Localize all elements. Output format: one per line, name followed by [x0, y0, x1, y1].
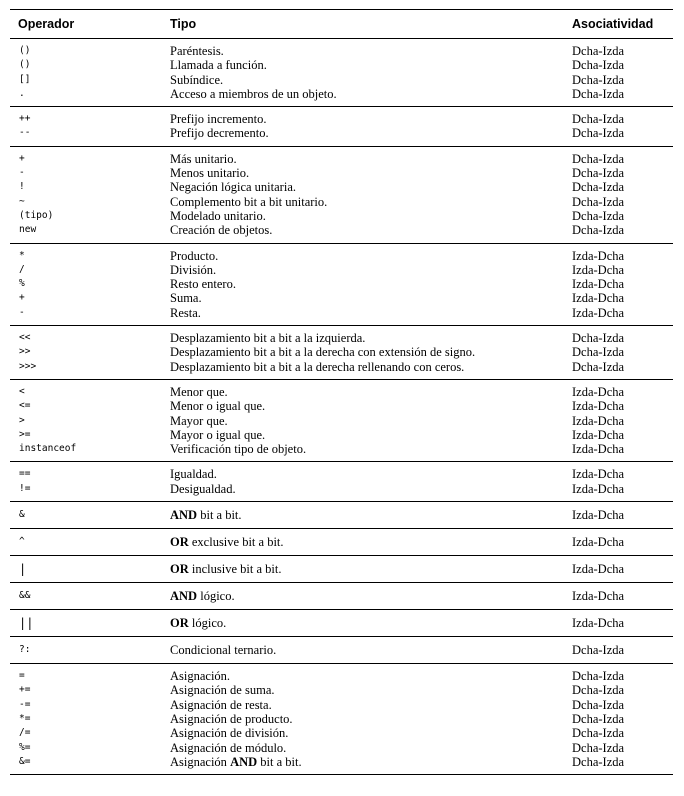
operator-symbol: ?:	[19, 644, 31, 656]
table-row	[10, 414, 673, 428]
table-row	[10, 44, 673, 58]
table-row	[10, 442, 673, 456]
table-row	[10, 291, 673, 305]
operator-symbol: ~	[19, 195, 25, 207]
operator-type-keyword: AND	[230, 754, 258, 769]
operator-type-keyword: OR	[170, 562, 189, 577]
operator-symbol: >=	[19, 428, 31, 440]
table-row	[10, 683, 673, 697]
table-row	[10, 741, 673, 755]
operator-associativity: Dcha-Izda	[572, 331, 625, 346]
operator-type-keyword: AND	[170, 589, 198, 604]
operator-symbol: &	[19, 509, 25, 521]
operator-type	[170, 669, 230, 683]
table-row	[10, 589, 673, 603]
header-tipo: Tipo	[170, 17, 197, 31]
operator-symbol: ||	[19, 616, 34, 631]
operator-type	[170, 126, 269, 140]
operator-symbol: <<	[19, 332, 31, 344]
operator-associativity: Dcha-Izda	[572, 223, 625, 238]
operator-symbol: =	[19, 670, 25, 682]
operator-symbol: -	[19, 306, 25, 318]
operator-group	[10, 39, 673, 106]
operator-type	[170, 223, 272, 237]
operator-type-text: Menor que.	[170, 384, 228, 399]
operator-associativity: Dcha-Izda	[572, 151, 625, 166]
operator-symbol: &&	[19, 590, 31, 602]
operator-type-text: Acceso a miembros de un objeto.	[170, 86, 337, 101]
operator-type-text: Verificación tipo de objeto.	[170, 442, 307, 457]
operator-associativity: Izda-Dcha	[572, 589, 625, 604]
operator-type	[170, 741, 286, 755]
operator-type	[170, 643, 276, 657]
operator-associativity: Izda-Dcha	[572, 384, 625, 399]
operator-type	[170, 508, 242, 522]
operator-type	[170, 712, 293, 726]
table-row	[10, 508, 673, 522]
operator-associativity: Izda-Dcha	[572, 616, 625, 631]
operator-type-keyword: OR	[170, 535, 189, 550]
operator-type-text: Modelado unitario.	[170, 208, 266, 223]
table-row	[10, 209, 673, 223]
operator-type	[170, 535, 284, 549]
operator-associativity: Dcha-Izda	[572, 112, 625, 127]
operator-group	[10, 326, 673, 379]
operator-symbol: %=	[19, 741, 31, 753]
operator-type-text: Creación de objetos.	[170, 223, 273, 238]
table-row	[10, 277, 673, 291]
operator-type-text: Prefijo incremento.	[170, 112, 267, 127]
operator-type	[170, 467, 217, 481]
operator-type-text: Menos unitario.	[170, 166, 250, 181]
operator-symbol: |	[19, 562, 27, 577]
operator-associativity: Dcha-Izda	[572, 711, 625, 726]
table-row	[10, 152, 673, 166]
operator-type-text: bit a bit.	[197, 508, 242, 523]
table-row	[10, 112, 673, 126]
operator-associativity: Dcha-Izda	[572, 126, 625, 141]
operator-type	[170, 291, 202, 305]
table-row	[10, 180, 673, 194]
operator-symbol: !=	[19, 482, 31, 494]
operator-type-text: bit a bit.	[257, 754, 302, 769]
operator-symbol: ==	[19, 468, 31, 480]
operator-type	[170, 166, 249, 180]
operator-type	[170, 58, 267, 72]
operator-type-text: exclusive bit a bit.	[188, 535, 284, 550]
operator-symbol: ^	[19, 536, 25, 548]
table-row	[10, 385, 673, 399]
operator-type	[170, 360, 464, 374]
operator-type-text: Suma.	[170, 291, 202, 306]
operator-type-text: Mayor o igual que.	[170, 427, 266, 442]
operator-associativity: Izda-Dcha	[572, 262, 625, 277]
operator-associativity: Dcha-Izda	[572, 194, 625, 209]
operator-type	[170, 683, 275, 697]
operator-type	[170, 345, 475, 359]
operator-type-text: Complemento bit a bit unitario.	[170, 194, 328, 209]
operator-type-text: Producto.	[170, 248, 219, 263]
operator-associativity: Dcha-Izda	[572, 86, 625, 101]
table-row	[10, 535, 673, 549]
operator-type-text: Asignación de módulo.	[170, 740, 287, 755]
table-row	[10, 126, 673, 140]
operator-type-keyword: OR	[170, 616, 189, 631]
operator-type	[170, 589, 235, 603]
operator-associativity: Dcha-Izda	[572, 208, 625, 223]
operator-group	[10, 244, 673, 325]
operator-type-text: inclusive bit a bit.	[188, 562, 282, 577]
operator-type-text: Desplazamiento bit a bit a la izquierda.	[170, 331, 366, 346]
operator-group	[10, 556, 673, 582]
operator-associativity: Izda-Dcha	[572, 508, 625, 523]
header-operador: Operador	[18, 17, 75, 31]
operator-type-text: lógico.	[188, 616, 227, 631]
table-row	[10, 331, 673, 345]
operator-symbol: -=	[19, 698, 31, 710]
table-row	[10, 712, 673, 726]
operator-type-text: Resta.	[170, 305, 201, 320]
operator-type-text: Desigualdad.	[170, 481, 236, 496]
operator-associativity: Dcha-Izda	[572, 754, 625, 769]
operator-associativity: Izda-Dcha	[572, 413, 625, 428]
operator-group	[10, 380, 673, 461]
operator-group	[10, 637, 673, 663]
operator-type	[170, 482, 236, 496]
operator-group	[10, 462, 673, 501]
group-divider	[10, 774, 673, 775]
operator-symbol: >>>	[19, 360, 37, 372]
operator-type-text: Asignación de suma.	[170, 683, 275, 698]
operator-type	[170, 209, 266, 223]
operator-associativity: Izda-Dcha	[572, 481, 625, 496]
table-row	[10, 643, 673, 657]
operator-associativity: Izda-Dcha	[572, 427, 625, 442]
operator-type-text: Igualdad.	[170, 467, 217, 482]
operator-associativity: Dcha-Izda	[572, 166, 625, 181]
operator-type	[170, 249, 218, 263]
operator-group	[10, 610, 673, 636]
operator-symbol: /	[19, 263, 25, 275]
operator-associativity: Izda-Dcha	[572, 442, 625, 457]
operator-type	[170, 306, 201, 320]
operator-associativity: Izda-Dcha	[572, 535, 625, 550]
operator-symbol: ++	[19, 113, 31, 125]
operator-symbol: (tipo)	[19, 209, 54, 221]
operator-associativity: Dcha-Izda	[572, 345, 625, 360]
table-row	[10, 306, 673, 320]
operator-associativity: Dcha-Izda	[572, 740, 625, 755]
operator-type-text: Desplazamiento bit a bit a la derecha con extensión de signo.	[170, 345, 476, 360]
table-row	[10, 726, 673, 740]
table-row	[10, 698, 673, 712]
operator-symbol: &=	[19, 755, 31, 767]
operator-type-text: División.	[170, 262, 217, 277]
operator-symbol: *	[19, 249, 25, 261]
operator-symbol: .	[19, 87, 25, 99]
table-body	[10, 39, 673, 775]
operator-type-text: Condicional ternario.	[170, 643, 277, 658]
operator-type-text: Resto entero.	[170, 277, 236, 292]
operator-symbol: +=	[19, 684, 31, 696]
operator-type-text: Asignación de división.	[170, 726, 289, 741]
operator-symbol: +	[19, 152, 25, 164]
operator-type-text: Desplazamiento bit a bit a la derecha rellenando con ceros.	[170, 359, 465, 374]
operator-symbol: ()	[19, 45, 31, 56]
operator-type	[170, 399, 265, 413]
operator-type	[170, 414, 228, 428]
operator-type	[170, 180, 296, 194]
operator-group	[10, 583, 673, 609]
operator-type	[170, 428, 265, 442]
table-row	[10, 345, 673, 359]
table-row	[10, 263, 673, 277]
operator-group	[10, 502, 673, 528]
header-asociatividad: Asociatividad	[572, 17, 654, 31]
operator-associativity: Dcha-Izda	[572, 44, 625, 58]
table-row	[10, 166, 673, 180]
operator-associativity: Dcha-Izda	[572, 726, 625, 741]
operator-type	[170, 616, 226, 630]
operator-type-text: Llamada a función.	[170, 58, 267, 73]
operator-type	[170, 44, 224, 58]
operator-type-text: Menor o igual que.	[170, 399, 266, 414]
operator-group	[10, 147, 673, 243]
table-row	[10, 755, 673, 769]
operator-symbol: ()	[19, 59, 31, 71]
operator-group	[10, 529, 673, 555]
operator-type-text: Mayor que.	[170, 413, 228, 428]
operator-associativity: Izda-Dcha	[572, 277, 625, 292]
operator-associativity: Dcha-Izda	[572, 669, 625, 684]
operator-symbol: -	[19, 167, 25, 179]
table-row	[10, 360, 673, 374]
operator-type	[170, 277, 236, 291]
operator-type	[170, 698, 272, 712]
operator-type-text: Asignación.	[170, 669, 231, 684]
operator-group	[10, 664, 673, 774]
operator-symbol: >>	[19, 346, 31, 358]
operator-symbol: []	[19, 73, 31, 85]
operator-symbol: /=	[19, 727, 31, 739]
operator-symbol: --	[19, 127, 31, 139]
operator-type	[170, 755, 302, 769]
operator-associativity: Izda-Dcha	[572, 248, 625, 263]
operator-type	[170, 73, 223, 87]
operator-type-text: Asignación de resta.	[170, 697, 272, 712]
table-row	[10, 482, 673, 496]
operator-type-text: Prefijo decremento.	[170, 126, 269, 141]
table-row	[10, 428, 673, 442]
operator-associativity: Dcha-Izda	[572, 180, 625, 195]
table-row	[10, 467, 673, 481]
operator-associativity: Dcha-Izda	[572, 58, 625, 73]
operator-type-text: Asignación de producto.	[170, 711, 293, 726]
operator-associativity: Izda-Dcha	[572, 399, 625, 414]
operator-type-text: Negación lógica unitaria.	[170, 180, 296, 195]
operator-precedence-table	[10, 9, 673, 775]
table-header	[10, 10, 673, 38]
table-row	[10, 249, 673, 263]
operator-type	[170, 152, 237, 166]
operator-type	[170, 263, 216, 277]
operator-symbol: %	[19, 278, 25, 290]
table-row	[10, 58, 673, 72]
table-row	[10, 669, 673, 683]
operator-associativity: Dcha-Izda	[572, 359, 625, 374]
operator-type	[170, 442, 306, 456]
operator-associativity: Dcha-Izda	[572, 697, 625, 712]
table-row	[10, 195, 673, 209]
operator-associativity: Dcha-Izda	[572, 643, 625, 658]
table-row	[10, 562, 673, 576]
operator-type-text: lógico.	[197, 589, 235, 604]
table-row	[10, 399, 673, 413]
operator-type	[170, 331, 365, 345]
operator-symbol: !	[19, 181, 25, 193]
operator-symbol: <=	[19, 400, 31, 412]
table-row	[10, 223, 673, 237]
operator-group	[10, 107, 673, 146]
operator-type	[170, 87, 337, 101]
operator-type-text: Más unitario.	[170, 151, 237, 166]
operator-type	[170, 385, 228, 399]
table-row	[10, 87, 673, 101]
operator-type-text: Subíndice.	[170, 72, 224, 87]
operator-symbol: new	[19, 224, 37, 236]
operator-type	[170, 112, 267, 126]
operator-type	[170, 726, 288, 740]
operator-symbol: +	[19, 292, 25, 304]
operator-type-text: Paréntesis.	[170, 44, 224, 58]
operator-type-keyword: AND	[170, 508, 198, 523]
operator-symbol: instanceof	[19, 443, 77, 455]
operator-type	[170, 562, 281, 576]
operator-symbol: <	[19, 385, 25, 397]
operator-associativity: Dcha-Izda	[572, 683, 625, 698]
operator-type-prefix: Asignación	[170, 754, 231, 769]
operator-associativity: Izda-Dcha	[572, 562, 625, 577]
operator-symbol: *=	[19, 712, 31, 724]
table-row	[10, 616, 673, 630]
operator-associativity: Izda-Dcha	[572, 467, 625, 482]
operator-type	[170, 195, 327, 209]
operator-associativity: Dcha-Izda	[572, 72, 625, 87]
operator-associativity: Izda-Dcha	[572, 291, 625, 306]
operator-associativity: Izda-Dcha	[572, 305, 625, 320]
operator-symbol: >	[19, 414, 25, 426]
table-row	[10, 73, 673, 87]
